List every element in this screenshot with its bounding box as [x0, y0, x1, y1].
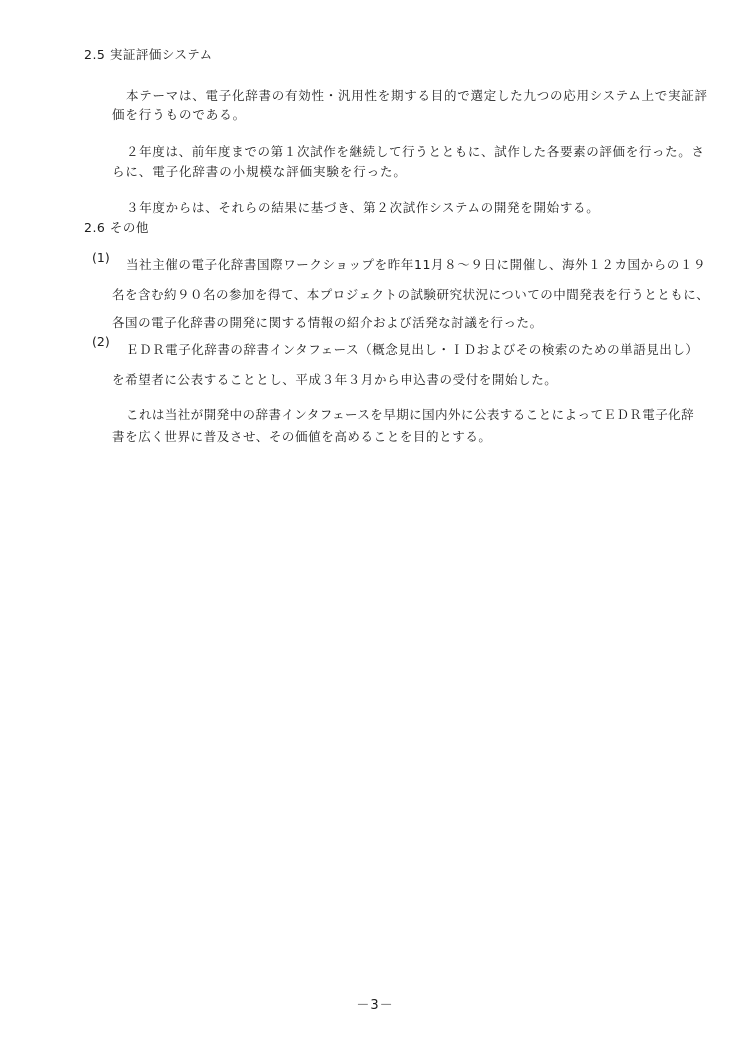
item-2-line: を希望者に公表することとし、平成３年３月から申込書の受付を開始した。: [112, 372, 558, 387]
section-2-5-line: 本テーマは、電子化辞書の有効性・汎用性を期する目的で選定した九つの応用システム上で実証評: [126, 88, 708, 103]
section-2-5-line: 価を行うものである。: [112, 107, 247, 122]
item-1-line: 名を含む約９０名の参加を得て、本プロジェクトの試験研究状況についての中間発表を行うとともに、: [112, 287, 710, 302]
item-1-line: 各国の電子化辞書の開発に関する情報の紹介および活発な討議を行った。: [112, 315, 543, 330]
section-2-5-line: らに、電子化辞書の小規模な評価実験を行った。: [112, 164, 407, 179]
section-2-5-line: ２年度は、前年度までの第１次試作を継続して行うとともに、試作した各要素の評価を行った。さ: [126, 144, 705, 159]
item-1-marker: (1): [92, 250, 110, 265]
section-2-5-heading: 2.5 実証評価システム: [84, 47, 213, 62]
item-2-line: 書を広く世界に普及させ、その価値を高めることを目的とする。: [112, 429, 492, 444]
section-2-5-line: ３年度からは、それらの結果に基づき、第２次試作システムの開発を開始する。: [126, 200, 600, 215]
item-2-line: ＥＤＲ電子化辞書の辞書インタフェース（概念見出し・ＩＤおよびその検索のための単語見出し）: [126, 342, 699, 357]
item-2-line: これは当社が開発中の辞書インタフェースを早期に国内外に公表することによってＥＤＲ電子化辞: [126, 407, 695, 422]
page-number: －3－: [356, 998, 394, 1013]
section-2-6-heading: 2.6 その他: [84, 220, 149, 235]
item-1-line: 当社主催の電子化辞書国際ワークショップを昨年11月８～９日に開催し、海外１２カ国からの１９: [126, 257, 707, 272]
item-2-marker: (2): [92, 334, 110, 349]
